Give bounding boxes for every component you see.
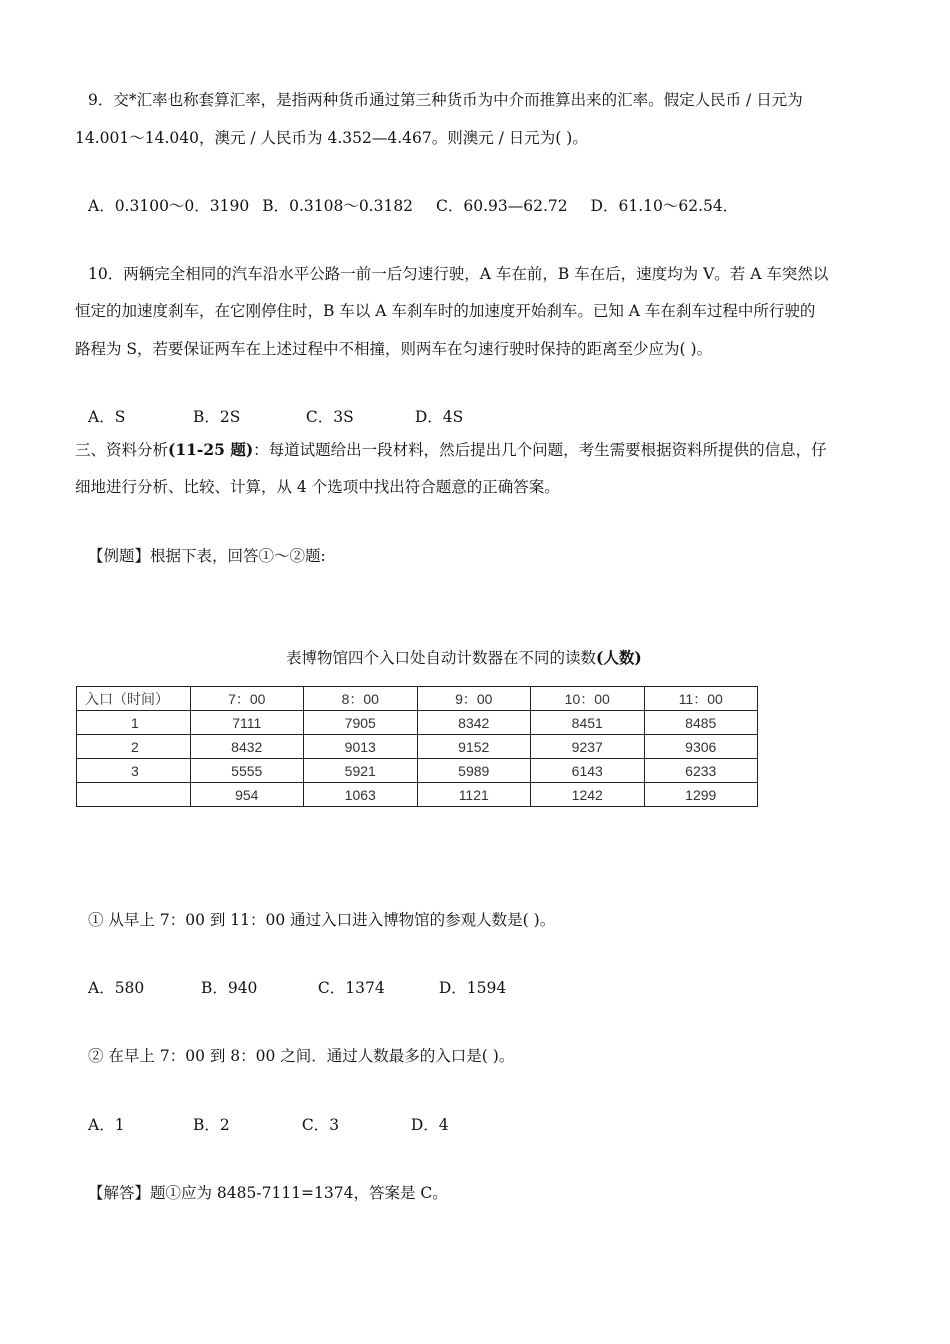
q9-line-2: 14.001～14.040，澳元 / 人民币为 4.352—4.467。则澳元 / 日元为( )。 <box>75 129 588 147</box>
table-cell: 1063 <box>304 783 418 807</box>
table-cell: 7111 <box>190 711 304 735</box>
sub1-options <box>88 978 506 998</box>
table-cell: 954 <box>190 783 304 807</box>
header-11-00: 11：00 <box>644 687 758 711</box>
table-cell: 5921 <box>304 759 418 783</box>
q9-option-a: A．0.3100～0．3190 <box>88 197 250 215</box>
header-10-00: 10：00 <box>531 687 645 711</box>
q10-line-2: 恒定的加速度刹车，在它刚停住时，B 车以 A 车刹车时的加速度开始刹车。已知 A 车在刹车过程中所行驶的 <box>75 302 816 320</box>
section3-rest: ：每道试题给出一段材料，然后提出几个问题，考生需要根据资料所提供的信息，仔 <box>253 441 827 459</box>
sub1-question: ① 从早上 7：00 到 11：00 通过入口进入博物馆的参观人数是( )。 <box>88 911 556 929</box>
table-cell: 7905 <box>304 711 418 735</box>
sub1-option-b: B．940 <box>200 979 258 997</box>
example-intro: 【例题】根据下表，回答①～②题: <box>88 547 326 565</box>
section3-heading <box>75 440 827 460</box>
header-9-00: 9：00 <box>417 687 531 711</box>
table-cell: 9152 <box>417 735 531 759</box>
table-cell: 6143 <box>531 759 645 783</box>
table-cell: 8342 <box>417 711 531 735</box>
header-8-00: 8：00 <box>304 687 418 711</box>
table-row <box>77 711 758 735</box>
table-cell: 1299 <box>644 783 758 807</box>
q10-option-c: C．3S <box>305 408 354 426</box>
q9-option-d: D．61.10～62.54． <box>590 197 739 215</box>
q9-option-b: B．0.3108～0.3182 <box>262 197 414 215</box>
table-caption-unit: (人数) <box>596 648 642 667</box>
q9-options <box>88 196 738 216</box>
section3-line-2: 细地进行分析、比较、计算，从 4 个选项中找出符合题意的正确答案。 <box>75 478 560 496</box>
sub1-option-c: C．1374 <box>317 979 385 997</box>
museum-counter-table <box>76 686 758 807</box>
table-caption-text: 表博物馆四个入口处自动计数器在不同的读数 <box>286 649 597 667</box>
table-cell: 1 <box>77 711 191 735</box>
q10-option-a: A．S <box>88 408 126 426</box>
sub2-question: ② 在早上 7：00 到 8：00 之间．通过人数最多的入口是( )。 <box>88 1047 515 1065</box>
table-cell: 9306 <box>644 735 758 759</box>
table-caption <box>286 648 642 668</box>
sub2-option-d: D．4 <box>410 1116 449 1134</box>
table-row <box>77 735 758 759</box>
sub2-option-b: B．2 <box>192 1116 230 1134</box>
q10-options <box>88 407 463 427</box>
section3-range: (11-25 题) <box>168 440 254 459</box>
sub1-option-a: A．580 <box>88 979 145 997</box>
table-header-row <box>77 687 758 711</box>
table-cell: 8432 <box>190 735 304 759</box>
table-cell: 2 <box>77 735 191 759</box>
table-cell: 5555 <box>190 759 304 783</box>
sub2-options <box>88 1115 449 1135</box>
header-entrance-time: 入口（时间） <box>77 687 191 711</box>
table-cell: 1121 <box>417 783 531 807</box>
table-cell: 8451 <box>531 711 645 735</box>
table-cell <box>77 783 191 807</box>
table-cell: 6233 <box>644 759 758 783</box>
q10-line-3: 路程为 S，若要保证两车在上述过程中不相撞，则两车在匀速行驶时保持的距离至少应为( )。 <box>75 340 713 358</box>
table-cell: 5989 <box>417 759 531 783</box>
section3-prefix: 三、资料分析 <box>75 441 169 459</box>
table-cell: 8485 <box>644 711 758 735</box>
q9-option-c: C．60.93—62.72 <box>436 197 568 215</box>
answer-explanation: 【解答】题①应为 8485-7111=1374，答案是 C。 <box>88 1184 448 1202</box>
q10-option-b: B．2S <box>192 408 241 426</box>
table-cell: 9237 <box>531 735 645 759</box>
sub2-option-c: C．3 <box>301 1116 340 1134</box>
q10-option-d: D．4S <box>414 408 464 426</box>
sub2-option-a: A．1 <box>88 1116 125 1134</box>
q10-line-1: 10．两辆完全相同的汽车沿水平公路一前一后匀速行驶，A 车在前，B 车在后，速度均为 V。若 A 车突然以 <box>88 265 829 283</box>
sub1-option-d: D．1594 <box>438 979 507 997</box>
q9-line-1: 9．交*汇率也称套算汇率，是指两种货币通过第三种货币为中介而推算出来的汇率。假定人民币 / 日元为 <box>88 91 803 109</box>
table-cell: 1242 <box>531 783 645 807</box>
table-row <box>77 759 758 783</box>
table-cell: 9013 <box>304 735 418 759</box>
table-row <box>77 783 758 807</box>
table-cell: 3 <box>77 759 191 783</box>
header-7-00: 7：00 <box>190 687 304 711</box>
